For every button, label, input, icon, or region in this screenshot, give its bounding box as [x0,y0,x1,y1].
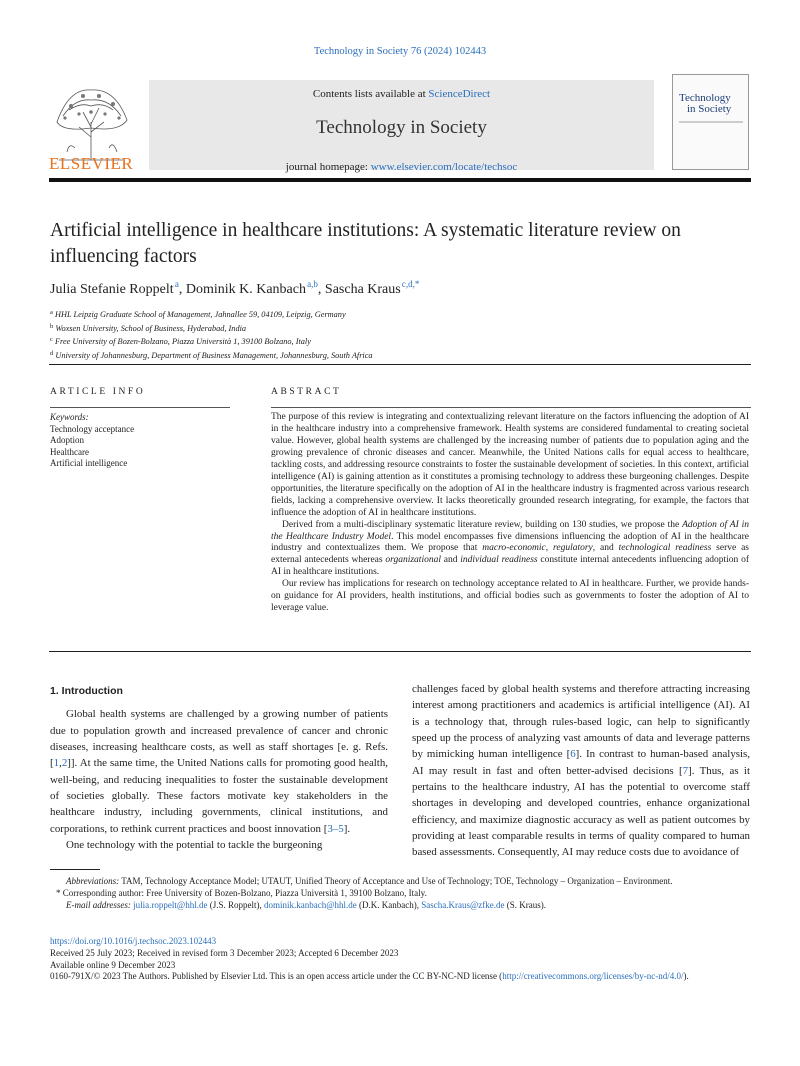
contents-line [149,88,654,100]
email-link[interactable]: dominik.kanbach@hhl.de [263,899,357,910]
abstract-text: Derived from a multi-disciplinary systematic literature review, building on 130 studies, we propose the [282,519,683,530]
footnote-rule [50,869,100,870]
dimension-term: individual readiness [460,555,538,566]
body-text: Global health systems are challenged by a growing number of patients due to population growth and increased prevalence of cancer and chronic diseases, increasing healthcare costs, as well as staff shortages [e. g. Refs. [ [50,708,388,770]
email-footnote [50,900,750,912]
body-text: ]. In contrast to human-based analysis, AI may result in fast and often better-advised decisions [ [412,748,750,777]
license-text: ). [683,971,689,982]
body-text: ]. [343,822,351,835]
author-affiliation-mark[interactable]: a [174,279,179,289]
received-dates: Received 25 July 2023; Received in revised form 3 December 2023; Accepted 6 December 2023 [50,947,399,958]
doi-link[interactable]: https://doi.org/10.1016/j.techsoc.2023.102443 [50,936,217,946]
cover-title [679,93,731,115]
abstract-paragraph [271,520,749,580]
author-name[interactable]: Julia Stefanie Roppelt [50,282,174,297]
abstract-rule [271,407,751,408]
body-text: ]. Thus, as it pertains to the healthcare industry, AI has the potential to overcome staff shortages in developing and developed countries, enhance organizational efficiency, and maximize diagnostic accuracy as well as patient outcomes by providing at least comparable results in terms of quality compared to human based assessments. Consequently, AI may reduce costs due to avoidance of [412,764,750,859]
reference-link[interactable]: 7 [682,764,689,777]
abbreviations-text: TAM, Technology Acceptance Model; UTAUT, Unified Theory of Acceptance and Use of Technology; TOE, Technology – Organization – Environment. [119,876,673,886]
article-title: Artificial intelligence in healthcare institutions: A systematic literature review on influencing factors [50,220,681,267]
affiliation-mark: d [50,349,54,357]
cover-title-line-2: in Society [687,103,732,115]
cover-title-line-1: Technology [679,92,731,104]
keywords-label: Keywords: [50,412,89,422]
affiliation-mark: c [50,336,53,343]
author-name[interactable]: Dominik K. Kanbach [185,282,306,297]
abbreviations-footnote [50,876,750,888]
reference-link[interactable]: 2 [61,757,68,770]
journal-citation[interactable]: Technology in Society 76 (2024) 102443 [313,46,487,57]
keyword-item: Technology acceptance [50,423,135,434]
body-text: challenges faced by global health systems and therefore attracting increasing interest among practitioners and academics is artificial intelligence (AI). AI is a technology that, through rules-based logic, can help to significantly speed up the process of analyzing vast amounts of data and leverage patterns by mimicking human intelligence [ [412,683,750,761]
journal-header [49,74,751,174]
footnotes [50,876,750,911]
section-divider [49,651,751,652]
email-owner: (J.S. Roppelt), [207,899,264,910]
abstract-text: serve as external antecedents whereas [271,543,749,566]
model-name: Adoption of AI in the Healthcare Industry Model [271,519,749,542]
homepage-prefix: journal homepage: [285,161,371,173]
affiliation-text: Free University of Bozen-Bolzano, Piazza Università 1, 39100 Bolzano, Italy [54,337,311,346]
license-statement [50,971,750,983]
affiliation-item [50,307,373,321]
abstract-text: , [545,543,554,554]
available-date: Available online 9 December 2023 [50,959,176,970]
dimension-term: technological readiness [618,543,712,554]
reference-link[interactable]: 1 [53,757,60,770]
keyword-item: Healthcare [50,446,89,457]
reference-link[interactable]: 3–5 [327,822,344,835]
email-link[interactable]: julia.roppelt@hhl.de [133,899,208,910]
body-column-right [412,681,750,861]
author-affiliation-mark[interactable]: a,b [307,279,318,289]
abstract-text: , and [592,543,619,554]
license-text: 0160-791X/© 2023 The Authors. Published by Elsevier Ltd. This is an open access article under the CC BY-NC-ND license ( [50,971,503,982]
abbreviations-label: Abbreviations: [66,876,120,886]
abstract-paragraph: The purpose of this review is integrating and contextualizing relevant literature on the factors influencing the adoption of AI in the healthcare industry into a comprehensive framework. Health systems are considered fundamental to creating societal value. However, global health systems are challenged by the increasing number of patients due to population aging and the growing prevalence of chronic diseases and cancer. Meanwhile, the United Nations calls for equal access to healthcare, tackling costs, and addressing resource constraints to foster the sustainable development of societies. In this context, artificial intelligence (AI) is gaining attention as it constitutes a promising technology to address these burgeoning challenges. Despite opportunities, the literature specifically on the adoption of AI in the healthcare industry is fragmented across various research fields, lacking a comprehensive overview. It lacks theoretically grounded research integrating, for example, the factors that influence the adoption of AI in healthcare institutions. [271,412,749,518]
body-paragraph [412,681,750,861]
cover-divider [679,121,743,123]
author-affiliation-mark[interactable]: c,d,* [401,279,420,289]
affiliation-text: University of Johannesburg, Department of Business Management, Johannesburg, South Africa [55,350,373,360]
body-column-left [50,683,388,853]
dimension-term: macro-economic [482,543,546,554]
reference-link[interactable]: 6 [570,748,576,761]
body-paragraph [50,706,388,837]
abstract-text: and [440,555,461,566]
affiliation-item [50,334,373,348]
corresponding-author-text: Corresponding author: Free University of Bozen-Bolzano, Piazza Università 1, 39100 Bolzano, Italy. [60,887,427,898]
email-owner: (S. Kraus). [504,899,546,910]
abstract-heading: ABSTRACT [271,387,342,397]
body-text: , [59,757,62,770]
journal-name: Technology in Society [316,117,487,138]
license-link[interactable]: http://creativecommons.org/licenses/by-nc-nd/4.0/ [502,971,684,982]
author-name[interactable]: Sascha Kraus [324,282,401,297]
affiliation-item [50,348,373,362]
section-heading: 1. Introduction [50,685,123,697]
affiliation-text: Woxsen University, School of Business, Hyderabad, India [55,323,247,333]
affiliation-text: HHL Leipzig Graduate School of Management, Jahnallee 59, 04109, Leipzig, Germany [54,310,346,319]
journal-homepage-link[interactable]: www.elsevier.com/locate/techsoc [370,161,518,173]
contents-prefix: Contents lists available at [312,88,429,100]
section-divider [49,364,751,365]
journal-cover-thumbnail[interactable] [672,74,749,170]
dimension-term: regulatory [553,543,593,554]
body-paragraph: One technology with the potential to tackle the burgeoning [66,839,323,852]
article-info-heading: ARTICLE INFO [50,387,146,397]
abstract-text: . This model encompasses five dimensions influencing the adoption of AI in the healthcare industry and contextualizes them. We propose that [271,531,749,554]
email-link[interactable]: Sascha.Kraus@zfke.de [421,899,505,910]
corresponding-author-footnote [50,888,750,900]
affiliation-mark: b [50,322,54,330]
article-info-rule [50,407,230,408]
elsevier-wordmark: ELSEVIER [49,154,134,173]
journal-banner [149,80,654,173]
abstract-text: constitute internal antecedents influencing adoption of AI in healthcare institutions. [271,555,750,578]
email-label: E-mail addresses: [66,899,131,910]
affiliation-mark: a [50,309,53,316]
author-list: Julia Stefanie Roppelt $^a$, Dominik K. Kanbach $^{a,b}$, Sascha Kraus $^{c,d,*}$ [50,279,420,297]
abstract-body [271,412,749,615]
article-meta [50,936,750,983]
affiliations [50,307,373,361]
keyword-item: Adoption [50,435,85,446]
affiliation-item [50,321,373,335]
sciencedirect-link[interactable]: ScienceDirect [428,88,491,100]
abstract-paragraph: Our review has implications for research on technology acceptance related to AI in healthcare. Further, we provide hands-on guidance for AI providers, health institutions, and official bodies such as governments to foster the adoption of AI to leverage value. [271,579,749,614]
keyword-item: Artificial intelligence [50,458,128,469]
keywords-block [50,412,134,470]
header-rule [49,178,751,182]
dimension-term: organizational [385,555,441,566]
homepage-line [149,161,654,173]
footnote-mark: * [56,887,61,898]
body-text: ]]. At the same time, the United Nations calls for promoting good health, well-being, and reducing inequalities to foster the sustainable development of societies globally. These factors motivate key stakeholders in the healthcare industry, including governments, clinical institutions, and corporations, to rethink current practices and boost innovation [ [50,757,388,835]
email-owner: (D.K. Kanbach), [356,899,422,910]
